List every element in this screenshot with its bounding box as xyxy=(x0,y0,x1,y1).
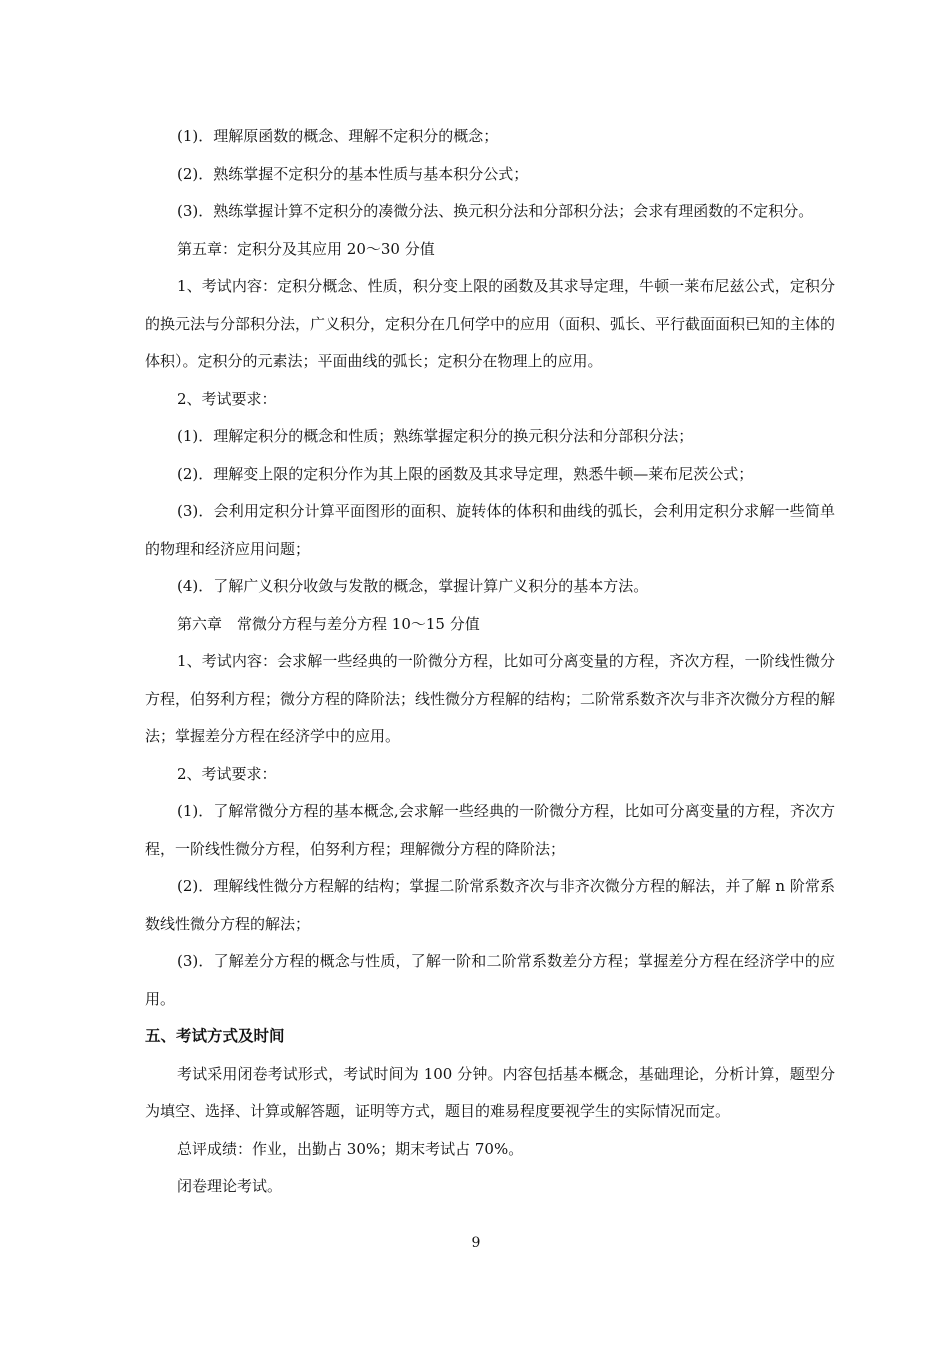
paragraph: (1)．了解常微分方程的基本概念,会求解一些经典的一阶微分方程，比如可分离变量的方程，齐次方程，一阶线性微分方程，伯努利方程；理解微分方程的降阶法； xyxy=(145,802,835,858)
paragraph: 总评成绩：作业，出勤占 30%；期末考试占 70%。 xyxy=(177,1139,524,1158)
paragraph: (2)．熟练掌握不定积分的基本性质与基本积分公式； xyxy=(177,164,529,183)
paragraph: (1)．理解原函数的概念、理解不定积分的概念； xyxy=(177,127,499,145)
paragraph: 考试采用闭卷考试形式，考试时间为 100 分钟。内容包括基本概念，基础理论，分析计算，题型分为填空、选择、计算或解答题，证明等方式，题目的难易程度要视学生的实际情况而定。 xyxy=(145,1064,835,1120)
paragraph: 2、考试要求： xyxy=(177,764,277,783)
body-text xyxy=(145,118,835,1206)
paragraph: (3)．了解差分方程的概念与性质，了解一阶和二阶常系数差分方程；掌握差分方程在经济学中的应用。 xyxy=(145,952,835,1008)
paragraph: (3)．会利用定积分计算平面图形的面积、旋转体的体积和曲线的弧长，会利用定积分求解一些简单的物理和经济应用问题； xyxy=(145,502,835,558)
paragraph: (3)．熟练掌握计算不定积分的凑微分法、换元积分法和分部积分法；会求有理函数的不定积分。 xyxy=(177,202,814,220)
paragraph: 第六章 常微分方程与差分方程 10～15 分值 xyxy=(177,614,480,633)
paragraph: 第五章：定积分及其应用 20～30 分值 xyxy=(177,239,435,258)
paragraph: (1)．理解定积分的概念和性质；熟练掌握定积分的换元积分法和分部积分法； xyxy=(177,427,694,445)
section-heading: 五、考试方式及时间 xyxy=(145,1027,285,1045)
paragraph: (2)．理解线性微分方程解的结构；掌握二阶常系数齐次与非齐次微分方程的解法，并了解 n 阶常系数线性微分方程的解法； xyxy=(145,877,835,933)
paragraph: 1、考试内容：会求解一些经典的一阶微分方程，比如可分离变量的方程，齐次方程，一阶线性微分方程，伯努利方程；微分方程的降阶法；线性微分方程解的结构；二阶常系数齐次与非齐次微分方程的解法；掌握差分方程在经济学中的应用。 xyxy=(145,652,836,745)
paragraph: (2)．理解变上限的定积分作为其上限的函数及其求导定理，熟悉牛顿—莱布尼茨公式； xyxy=(177,464,754,483)
paragraph: (4)．了解广义积分收敛与发散的概念，掌握计算广义积分的基本方法。 xyxy=(177,577,649,595)
page-number: 9 xyxy=(471,1235,481,1251)
paragraph: 闭卷理论考试。 xyxy=(177,1177,283,1195)
paragraph: 2、考试要求： xyxy=(177,389,277,408)
paragraph: 1、考试内容：定积分概念、性质，积分变上限的函数及其求导定理，牛顿一莱布尼兹公式，定积分的换元法与分部积分法，广义积分，定积分在几何学中的应用（面积、弧长、平行截面面积已知的主体的体积）。定积分的元素法；平面曲线的弧长；定积分在物理上的应用。 xyxy=(145,277,836,370)
